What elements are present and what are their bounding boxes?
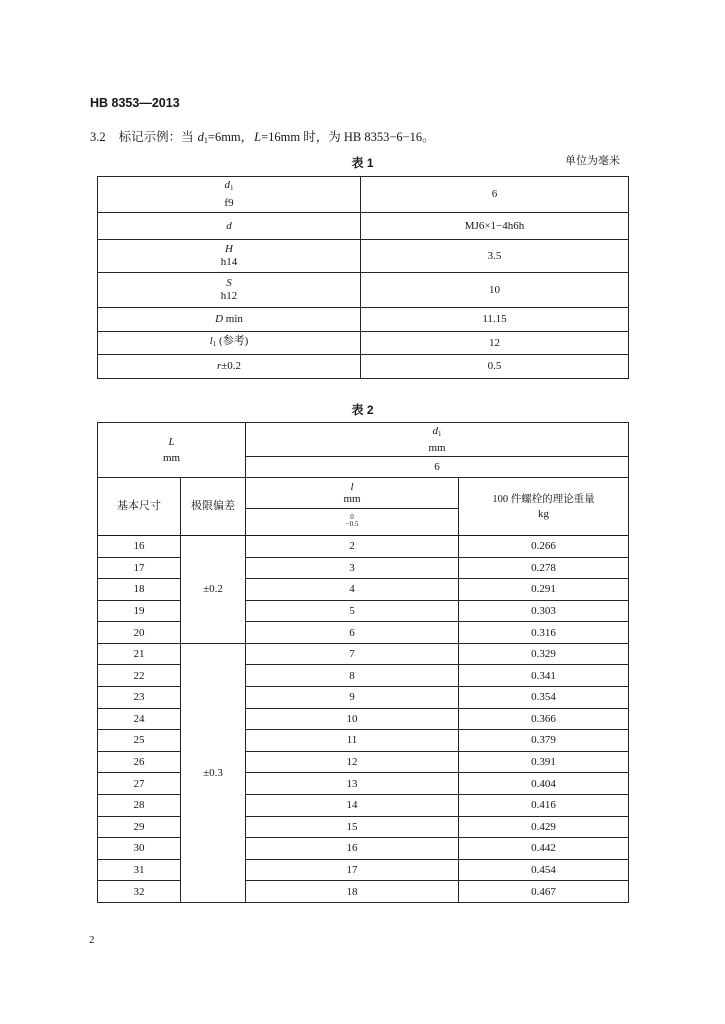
param-tolerance-class: h14 <box>220 256 238 268</box>
table-1-value-cell: 0.5 <box>361 355 629 379</box>
cell-weight: 0.404 <box>459 773 629 795</box>
table-2-row <box>98 579 629 601</box>
cell-weight: 0.379 <box>459 730 629 752</box>
header-limit-deviation: 极限偏差 <box>181 478 246 536</box>
cell-L-tolerance: ±0.3 <box>181 643 246 902</box>
param-symbol: r <box>216 360 222 372</box>
cell-L-basic: 19 <box>98 600 181 622</box>
tolerance-upper: 0 <box>350 512 354 521</box>
cell-L-basic: 16 <box>98 536 181 558</box>
cell-L-tolerance: ±0.2 <box>181 536 246 644</box>
cell-l: 4 <box>246 579 459 601</box>
cell-weight: 0.442 <box>459 838 629 860</box>
param-symbol: l <box>209 335 213 347</box>
header-d1-value: 6 <box>246 457 629 478</box>
table-2-row <box>98 643 629 665</box>
table-2-caption: 表 2 <box>351 403 374 417</box>
table-2-row <box>98 687 629 709</box>
header-L <box>98 423 246 478</box>
symbol-d: d <box>432 425 438 437</box>
param-symbol: d <box>226 219 232 232</box>
cell-L-basic: 31 <box>98 859 181 881</box>
cell-l: 14 <box>246 794 459 816</box>
table-1-value-cell: MJ6×1−4h6h <box>361 213 629 240</box>
unit-mm: mm <box>162 452 181 464</box>
weight-label: 100 件螺栓的理论重量 <box>492 493 595 505</box>
param-symbol: H <box>225 243 233 255</box>
table-2-header-row <box>98 478 629 509</box>
cell-weight: 0.467 <box>459 881 629 903</box>
cell-weight: 0.429 <box>459 816 629 838</box>
page-number: 2 <box>89 934 95 946</box>
cell-weight: 0.454 <box>459 859 629 881</box>
cell-weight: 0.329 <box>459 643 629 665</box>
param-subscript: 1 <box>230 184 234 192</box>
header-basic-size: 基本尺寸 <box>98 478 181 536</box>
cell-weight: 0.291 <box>459 579 629 601</box>
table-1-row <box>98 308 629 332</box>
header-weight <box>459 478 629 536</box>
cell-l: 17 <box>246 859 459 881</box>
table-1-value-cell: 3.5 <box>361 240 629 273</box>
table-1-row <box>98 177 629 213</box>
param-suffix: (参考) <box>216 335 249 347</box>
param-symbol: D <box>215 313 224 325</box>
table-2-row <box>98 773 629 795</box>
table-2-row <box>98 751 629 773</box>
cell-l: 7 <box>246 643 459 665</box>
cell-l: 3 <box>246 557 459 579</box>
table-1-caption: 表 1 <box>351 156 374 170</box>
table-1-param-cell <box>98 177 361 213</box>
document-code: HB 8353—2013 <box>90 96 180 110</box>
cell-weight: 0.316 <box>459 622 629 644</box>
param-symbol: S <box>226 277 232 289</box>
table-2 <box>97 422 629 903</box>
header-l <box>246 478 459 509</box>
cell-L-basic: 24 <box>98 708 181 730</box>
table-2-row <box>98 816 629 838</box>
table-2-row <box>98 881 629 903</box>
param-tolerance-class: f9 <box>224 197 234 209</box>
cell-l: 13 <box>246 773 459 795</box>
table-1-param-cell <box>98 213 361 240</box>
cell-L-basic: 28 <box>98 794 181 816</box>
table-2-row <box>98 600 629 622</box>
marking-example <box>90 129 435 149</box>
section-number: 3.2 <box>90 130 106 144</box>
unit-mm: mm <box>428 442 446 454</box>
symbol-l: l <box>350 481 354 493</box>
param-suffix: ±0.2 <box>221 360 242 372</box>
variable-d: d <box>197 130 204 144</box>
table-1-value-cell: 11.15 <box>361 308 629 332</box>
cell-l: 18 <box>246 881 459 903</box>
cell-L-basic: 26 <box>98 751 181 773</box>
table-2-row <box>98 859 629 881</box>
table-1-param-cell <box>98 273 361 308</box>
cell-L-basic: 27 <box>98 773 181 795</box>
table-2-header-row <box>98 423 629 457</box>
cell-l: 11 <box>246 730 459 752</box>
param-symbol: d <box>224 179 230 191</box>
param-subscript: 1 <box>212 340 217 348</box>
cell-L-basic: 22 <box>98 665 181 687</box>
cell-L-basic: 32 <box>98 881 181 903</box>
cell-L-basic: 23 <box>98 687 181 709</box>
variable-L: L <box>254 130 262 144</box>
cell-l: 9 <box>246 687 459 709</box>
cell-L-basic: 18 <box>98 579 181 601</box>
table-2-row <box>98 708 629 730</box>
tolerance-lower: −0.5 <box>345 520 359 529</box>
section-text-1: =6mm， <box>207 130 254 144</box>
table-2-row <box>98 665 629 687</box>
cell-l: 10 <box>246 708 459 730</box>
symbol-L: L <box>168 436 175 448</box>
table-2-row <box>98 794 629 816</box>
cell-L-basic: 17 <box>98 557 181 579</box>
cell-L-basic: 30 <box>98 838 181 860</box>
cell-l: 2 <box>246 536 459 558</box>
table-1-param-cell <box>98 355 361 379</box>
cell-l: 6 <box>246 622 459 644</box>
param-tolerance-class: h12 <box>220 290 238 302</box>
cell-weight: 0.354 <box>459 687 629 709</box>
cell-weight: 0.266 <box>459 536 629 558</box>
cell-weight: 0.366 <box>459 708 629 730</box>
table-2-row <box>98 838 629 860</box>
header-l-tolerance <box>246 509 459 536</box>
table-1-value-cell: 10 <box>361 273 629 308</box>
table-1-row <box>98 355 629 379</box>
header-d1 <box>246 423 629 457</box>
section-text-2: =16mm 时，为 HB 8353−6−16。 <box>261 130 435 144</box>
table-2-row <box>98 557 629 579</box>
table-1-param-cell <box>98 332 361 355</box>
weight-unit: kg <box>538 507 549 520</box>
section-lead-text: 标记示例：当 <box>118 130 194 144</box>
cell-weight: 0.416 <box>459 794 629 816</box>
cell-l: 16 <box>246 838 459 860</box>
param-suffix: min <box>223 313 243 325</box>
table-1-unit-note: 单位为毫米 <box>565 155 620 167</box>
cell-l: 12 <box>246 751 459 773</box>
variable-subscript: 1 <box>203 136 208 145</box>
table-1-row <box>98 213 629 240</box>
cell-l: 5 <box>246 600 459 622</box>
table-1-param-cell <box>98 240 361 273</box>
table-1-value-cell: 6 <box>361 177 629 213</box>
table-1-row <box>98 240 629 273</box>
cell-L-basic: 20 <box>98 622 181 644</box>
cell-weight: 0.278 <box>459 557 629 579</box>
cell-L-basic: 29 <box>98 816 181 838</box>
table-1-param-cell <box>98 308 361 332</box>
table-2-row <box>98 730 629 752</box>
unit-mm: mm <box>343 493 361 505</box>
symbol-subscript: 1 <box>438 430 442 438</box>
cell-weight: 0.391 <box>459 751 629 773</box>
cell-l: 15 <box>246 816 459 838</box>
cell-l: 8 <box>246 665 459 687</box>
tolerance-stack <box>346 514 359 529</box>
table-2-row <box>98 536 629 558</box>
cell-L-basic: 21 <box>98 643 181 665</box>
table-1-row <box>98 332 629 355</box>
table-2-row <box>98 622 629 644</box>
table-1 <box>97 176 629 379</box>
cell-weight: 0.341 <box>459 665 629 687</box>
cell-weight: 0.303 <box>459 600 629 622</box>
table-1-value-cell: 12 <box>361 332 629 355</box>
cell-L-basic: 25 <box>98 730 181 752</box>
table-1-row <box>98 273 629 308</box>
